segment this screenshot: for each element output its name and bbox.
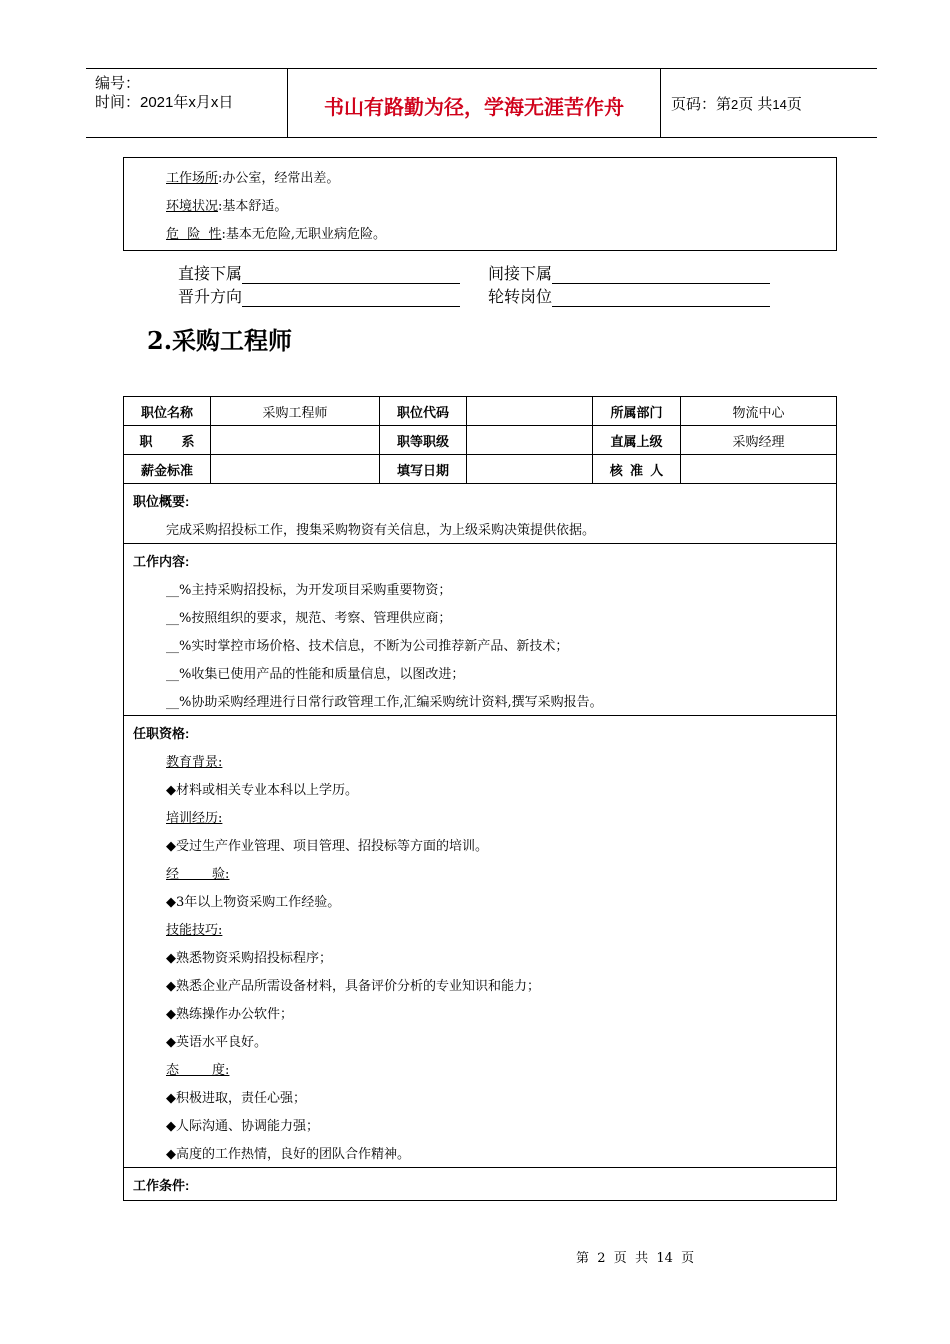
qualifications-section	[123, 715, 837, 1168]
position-name-value: 采购工程师	[210, 396, 380, 426]
section-title: 2.采购工程师	[147, 326, 293, 355]
series-value	[210, 425, 380, 455]
document-number: 编号：	[95, 75, 141, 92]
work-conditions-title: 工作条件:	[133, 1178, 190, 1193]
work-conditions-box	[123, 157, 837, 251]
education-item: ◆材料或相关专业本科以上学历。	[166, 783, 358, 798]
duty-item: __%主持采购招投标，为开发项目采购重要物资；	[166, 583, 452, 598]
direct-subordinate-field: 直接下属	[178, 261, 460, 284]
work-place-row: 工作场所:办公室，经常出差。	[166, 171, 340, 186]
skills-label: 技能技巧:	[166, 923, 223, 938]
attitude-item: ◆积极进取，责任心强；	[166, 1091, 306, 1106]
approver-value	[680, 454, 837, 484]
environment-row: 环境状况:基本舒适。	[166, 199, 288, 214]
header-info-cell	[86, 69, 288, 137]
duty-item: __%收集已使用产品的性能和质量信息，以图改进；	[166, 667, 465, 682]
grade-value	[466, 425, 593, 455]
position-code-value	[466, 396, 593, 426]
approver-label: 核 准 人	[592, 454, 681, 484]
document-time: 时间：2021年x月x日	[95, 94, 234, 111]
header-page-number: 页码：第2页 共14页	[671, 96, 802, 113]
training-item: ◆受过生产作业管理、项目管理、招投标等方面的培训。	[166, 839, 488, 854]
job-description-table	[123, 396, 837, 1202]
header-page-cell	[661, 69, 877, 137]
position-code-label: 职位代码	[379, 396, 467, 426]
risk-row: 危 险 性:基本无危险,无职业病危险。	[166, 227, 387, 242]
duties-section	[123, 543, 837, 716]
work-conditions-section	[123, 1167, 837, 1201]
skill-item: ◆英语水平良好。	[166, 1035, 267, 1050]
overview-section	[123, 483, 837, 544]
indirect-subordinate-field: 间接下属	[488, 261, 770, 284]
skill-item: ◆熟悉企业产品所需设备材料，具备评价分析的专业知识和能力；	[166, 979, 540, 994]
overview-text: 完成采购招投标工作，搜集采购物资有关信息，为上级采购决策提供依据。	[166, 523, 596, 538]
skill-item: ◆熟练操作办公软件；	[166, 1007, 293, 1022]
attitude-label: 态 度:	[166, 1063, 230, 1078]
duty-item: __%协助采购经理进行日常行政管理工作,汇编采购统计资料,撰写采购报告。	[166, 695, 603, 710]
department-label: 所属部门	[592, 396, 681, 426]
header-motto: 书山有路勤为径，学海无涯苦作舟	[324, 97, 624, 119]
position-name-label: 职位名称	[123, 396, 211, 426]
promotion-field: 晋升方向	[178, 284, 460, 307]
duty-item: __%实时掌控市场价格、技术信息，不断为公司推荐新产品、新技术；	[166, 639, 569, 654]
experience-item: ◆3年以上物资采购工作经验。	[166, 895, 341, 910]
qualifications-title: 任职资格:	[133, 726, 190, 741]
duties-title: 工作内容:	[133, 554, 190, 569]
series-label: 职 系	[123, 425, 211, 455]
supervisor-value: 采购经理	[680, 425, 837, 455]
salary-label: 薪金标准	[123, 454, 211, 484]
page-header	[86, 68, 877, 138]
attitude-item: ◆高度的工作热情，良好的团队合作精神。	[166, 1147, 410, 1162]
rotation-field: 轮转岗位	[488, 284, 770, 307]
skill-item: ◆熟悉物资采购招投标程序；	[166, 951, 332, 966]
attitude-item: ◆人际沟通、协调能力强；	[166, 1119, 319, 1134]
overview-title: 职位概要:	[133, 494, 190, 509]
department-value: 物流中心	[680, 396, 837, 426]
education-label: 教育背景:	[166, 755, 223, 770]
header-motto-cell	[288, 69, 661, 137]
fill-date-value	[466, 454, 593, 484]
page-footer: 第 2 页 共 14 页	[576, 1251, 695, 1266]
grade-label: 职等职级	[379, 425, 467, 455]
duty-item: __%按照组织的要求，规范、考察、管理供应商；	[166, 611, 452, 626]
supervisor-label: 直属上级	[592, 425, 681, 455]
experience-label: 经 验:	[166, 867, 230, 882]
fill-date-label: 填写日期	[379, 454, 467, 484]
training-label: 培训经历:	[166, 811, 223, 826]
salary-value	[210, 454, 380, 484]
